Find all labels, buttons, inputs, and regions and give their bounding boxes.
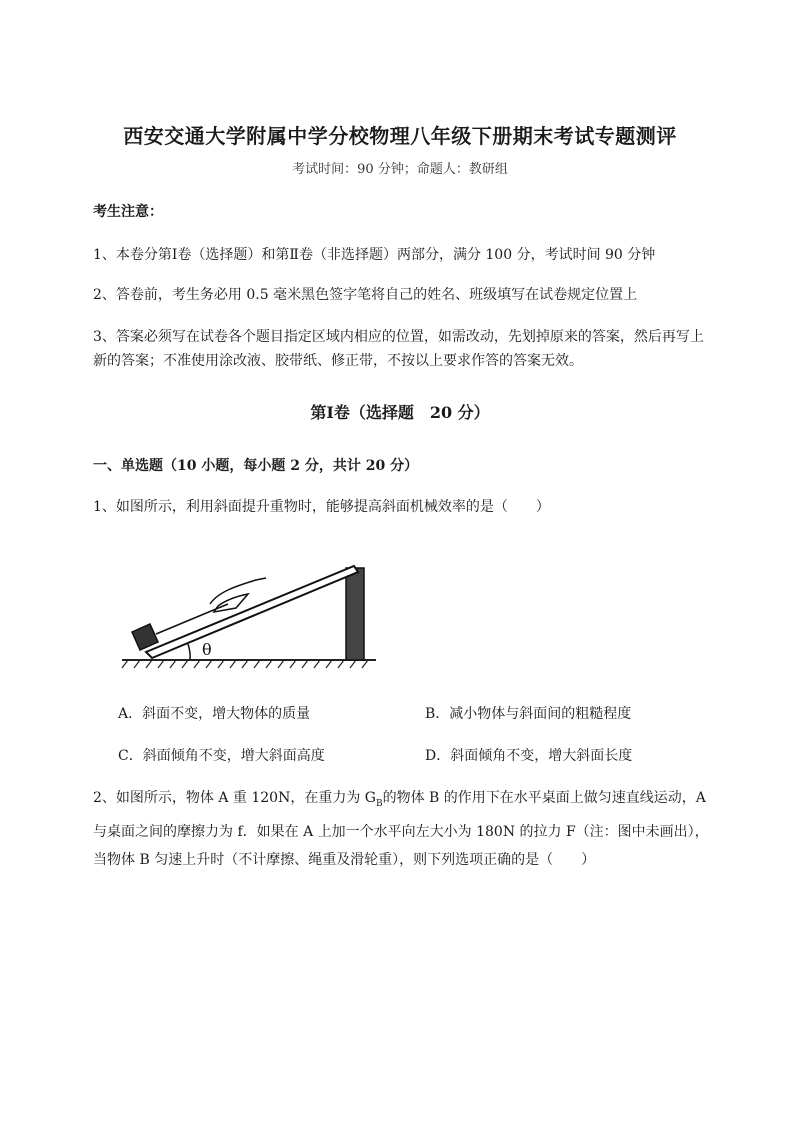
question-2-stem-start: 2、如图所示，物体 A 重 120N，在重力为 G [93, 790, 376, 806]
incline-figure [118, 560, 383, 679]
question-2-stem-rest: 的物体 B 的作用下在水平桌面上做匀速直线运动，A 与桌面之间的摩擦力为 f．如果在 A 上加一个水平向左大小为 180N 的拉力 F（注：图中未画出），当物体 B 匀速上升时（不计摩擦、绳重及滑轮重），则下列选项正确的是（ ） [93, 790, 709, 868]
angle-arc [188, 644, 190, 660]
exam-title: 西安交通大学附属中学分校物理八年级下册期末考试专题测评 [123, 124, 677, 148]
notice-item-3: 3、答案必须写在试卷各个题目指定区域内相应的位置，如需改动，先划掉原来的答案，然后再写上新的答案；不准使用涂改液、胶带纸、修正带，不按以上要求作答的答案无效。 [93, 329, 704, 369]
notice-item-1: 1、本卷分第Ⅰ卷（选择题）和第Ⅱ卷（非选择题）两部分，满分 100 分，考试时间 90 分钟 [93, 247, 656, 263]
support-column [346, 568, 364, 660]
question-1-option-b: B．减小物体与斜面间的粗糙程度 [425, 706, 632, 722]
question-2-stem [93, 784, 713, 874]
exam-meta: 考试时间：90 分钟；命题人：教研组 [292, 162, 508, 177]
block [132, 624, 158, 650]
angle-label: θ [202, 640, 212, 659]
part-heading: 一、单选题（10 小题，每小题 2 分，共计 20 分） [93, 458, 419, 474]
ground-hatching [122, 660, 368, 668]
notice-item-2: 2、答卷前，考生务必用 0.5 毫米黑色签字笔将自己的姓名、班级填写在试卷规定位置上 [93, 287, 638, 303]
question-1-option-a: A．斜面不变，增大物体的质量 [118, 706, 311, 722]
question-2-stem-subscript: B [375, 798, 383, 809]
notice-heading: 考生注意： [93, 204, 163, 220]
question-1-option-d: D．斜面倾角不变，增大斜面长度 [425, 748, 633, 764]
section-title: 第Ⅰ卷（选择题 20 分） [310, 403, 490, 422]
incline-diagram [118, 560, 383, 675]
question-1-stem: 1、如图所示，利用斜面提升重物时，能够提高斜面机械效率的是（ ） [93, 499, 550, 515]
incline-board [146, 566, 358, 658]
question-1-option-c: C．斜面倾角不变，增大斜面高度 [118, 748, 325, 764]
